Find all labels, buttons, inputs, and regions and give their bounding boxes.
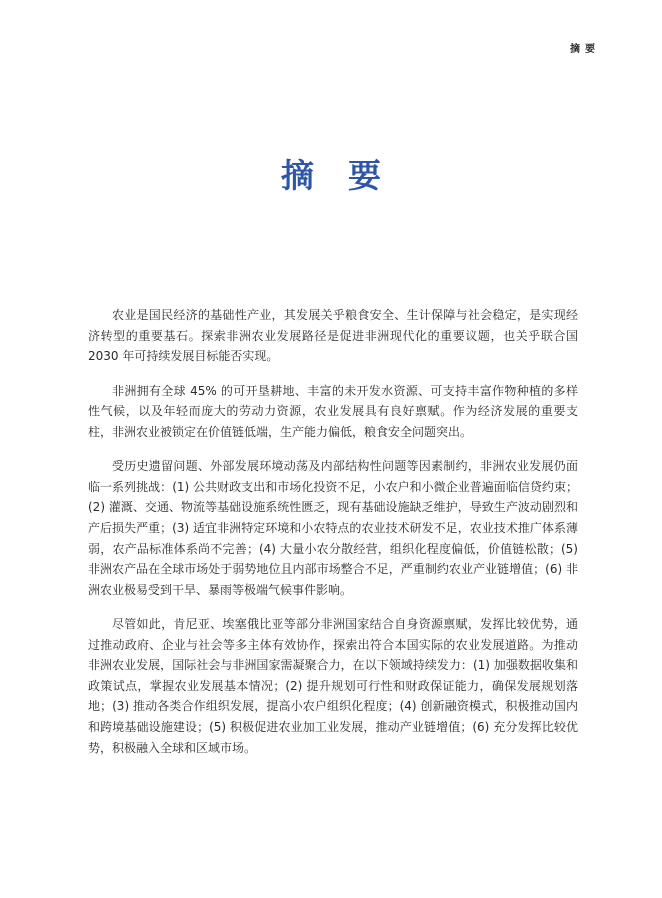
abstract-paragraph-1: 农业是国民经济的基础性产业，其发展关乎粮食安全、生计保障与社会稳定，是实现经济转型的重要基石。探索非洲农业发展路径是促进非洲现代化的重要议题，也关乎联合国 2030 年可持续发展目标能否实现。	[88, 308, 578, 364]
page-title: 摘要	[281, 156, 415, 195]
abstract-paragraph-4: 尽管如此，肯尼亚、埃塞俄比亚等部分非洲国家结合自身资源禀赋，发挥比较优势，通过推动政府、企业与社会等多主体有效协作，探索出符合本国实际的农业发展道路。为推动非洲农业发展，国际社会与非洲国家需凝聚合力，在以下领域持续发力：(1) 加强数据收集和政策试点，掌握农业发展基本情况；(2) 提升规划可行性和财政保证能力，确保发展规划落地；(3) 推动各类合作组织发展，提高小农户组织化程度；(4) 创新融资模式，积极推动国内和跨境基础设施建设；(5) 积极促进农业加工业发展，推动产业链增值；(6) 充分发挥比较优势，积极融入全球和区域市场。	[88, 617, 578, 755]
abstract-body	[88, 305, 578, 772]
running-header: 摘要	[570, 44, 600, 55]
abstract-paragraph-2: 非洲拥有全球 45% 的可开垦耕地、丰富的未开发水资源、可支持丰富作物种植的多样性气候，以及年轻而庞大的劳动力资源，农业发展具有良好禀赋。作为经济发展的重要支柱，非洲农业被锁定在价值链低端，生产能力偏低，粮食安全问题突出。	[88, 383, 578, 439]
abstract-paragraph-3: 受历史遗留问题、外部发展环境动荡及内部结构性问题等因素制约，非洲农业发展仍面临一系列挑战：(1) 公共财政支出和市场化投资不足，小农户和小微企业普遍面临信贷约束；(2) 灌溉、交通、物流等基础设施系统性匮乏，现有基础设施缺乏维护，导致生产波动剧烈和产后损失严重；(3) 适宜非洲特定环境和小农特点的农业技术研发不足，农业技术推广体系薄弱，农产品标准体系尚不完善；(4) 大量小农分散经营，组织化程度偏低，价值链松散；(5) 非洲农产品在全球市场处于弱势地位且内部市场整合不足，严重制约农业产业链增值；(6) 非洲农业极易受到干旱、暴雨等极端气候事件影响。	[88, 459, 578, 597]
